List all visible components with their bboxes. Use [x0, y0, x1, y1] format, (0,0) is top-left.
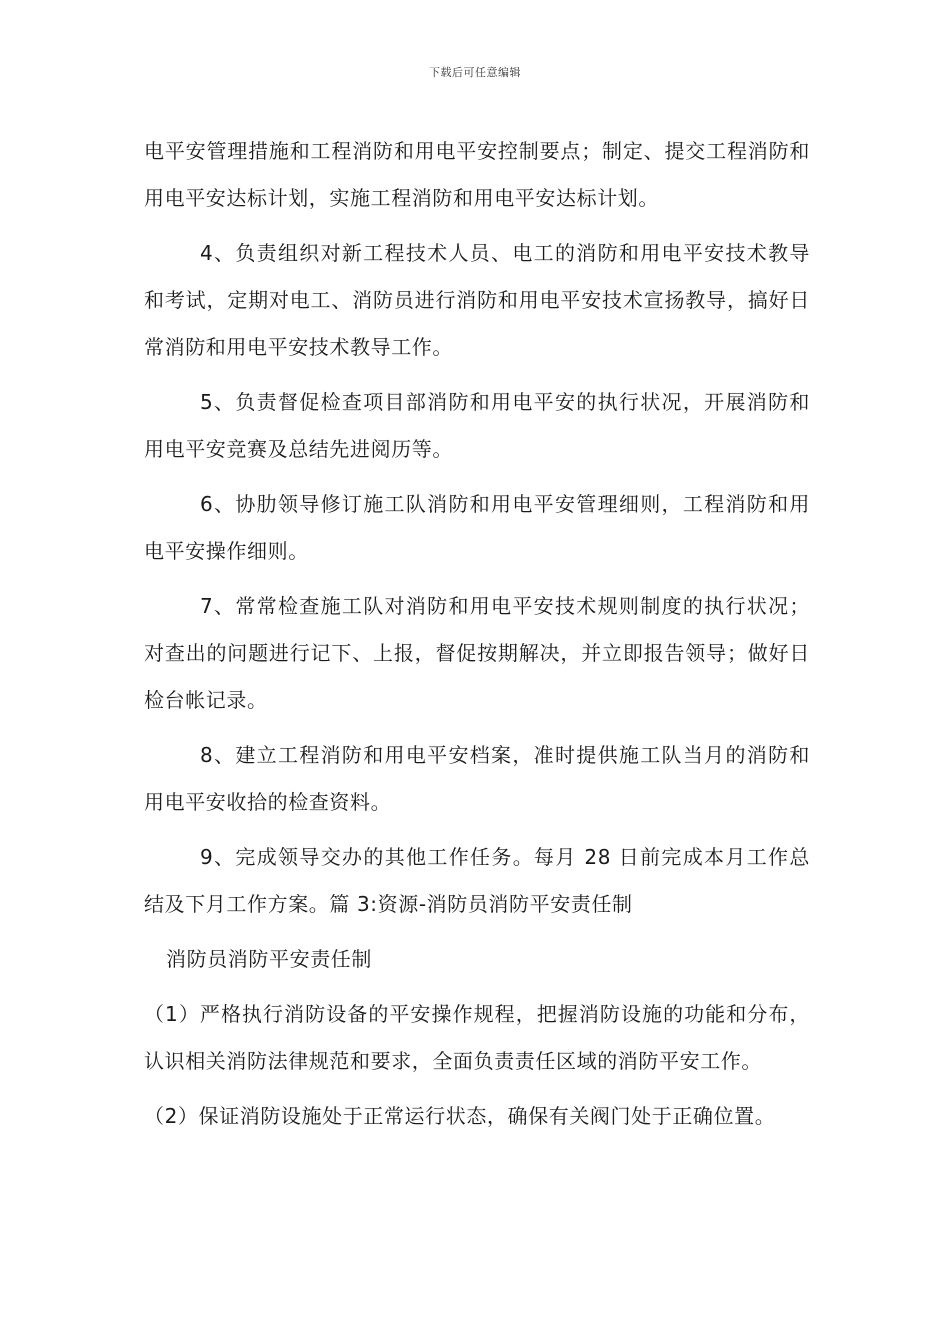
paragraph-item-4: 4、负责组织对新工程技术人员、电工的消防和用电平安技术教导和考试，定期对电工、消防员进行消防和用电平安技术宣扬教导，搞好日常消防和用电平安技术教导工作。 [144, 241, 810, 359]
paragraph-continuation: 电平安管理措施和工程消防和用电平安控制要点；制定、提交工程消防和用电平安达标计划，实施工程消防和用电平安达标计划。 [144, 139, 810, 210]
paragraph-duty-1: （1）严格执行消防设备的平安操作规程，把握消防设施的功能和分布，认识相关消防法律规范和要求，全面负责责任区域的消防平安工作。 [144, 1002, 810, 1073]
paragraph-item-9: 9、完成领导交办的其他工作任务。每月 28 日前完成本月工作总结及下月工作方案。篇 3:资源-消防员消防平安责任制 [144, 845, 810, 916]
paragraph-item-8: 8、建立工程消防和用电平安档案，准时提供施工队当月的消防和用电平安收拾的检查资料。 [144, 743, 810, 814]
paragraph-item-7: 7、常常检查施工队对消防和用电平安技术规则制度的执行状况；对查出的问题进行记下、上报，督促按期解决，并立即报告领导；做好日检台帐记录。 [144, 594, 810, 712]
page-header: 下载后可任意编辑 [429, 66, 521, 79]
paragraph-item-5: 5、负责督促检查项目部消防和用电平安的执行状况，开展消防和用电平安竞赛及总结先进阅历等。 [144, 390, 810, 461]
document-body [144, 128, 810, 1148]
paragraph-item-6: 6、协肋领导修订施工队消防和用电平安管理细则，工程消防和用电平安操作细则。 [144, 492, 810, 563]
paragraph-duty-2: （2）保证消防设施处于正常运行状态，确保有关阀门处于正确位置。 [144, 1104, 776, 1128]
section-title: 消防员消防平安责任制 [166, 947, 372, 971]
